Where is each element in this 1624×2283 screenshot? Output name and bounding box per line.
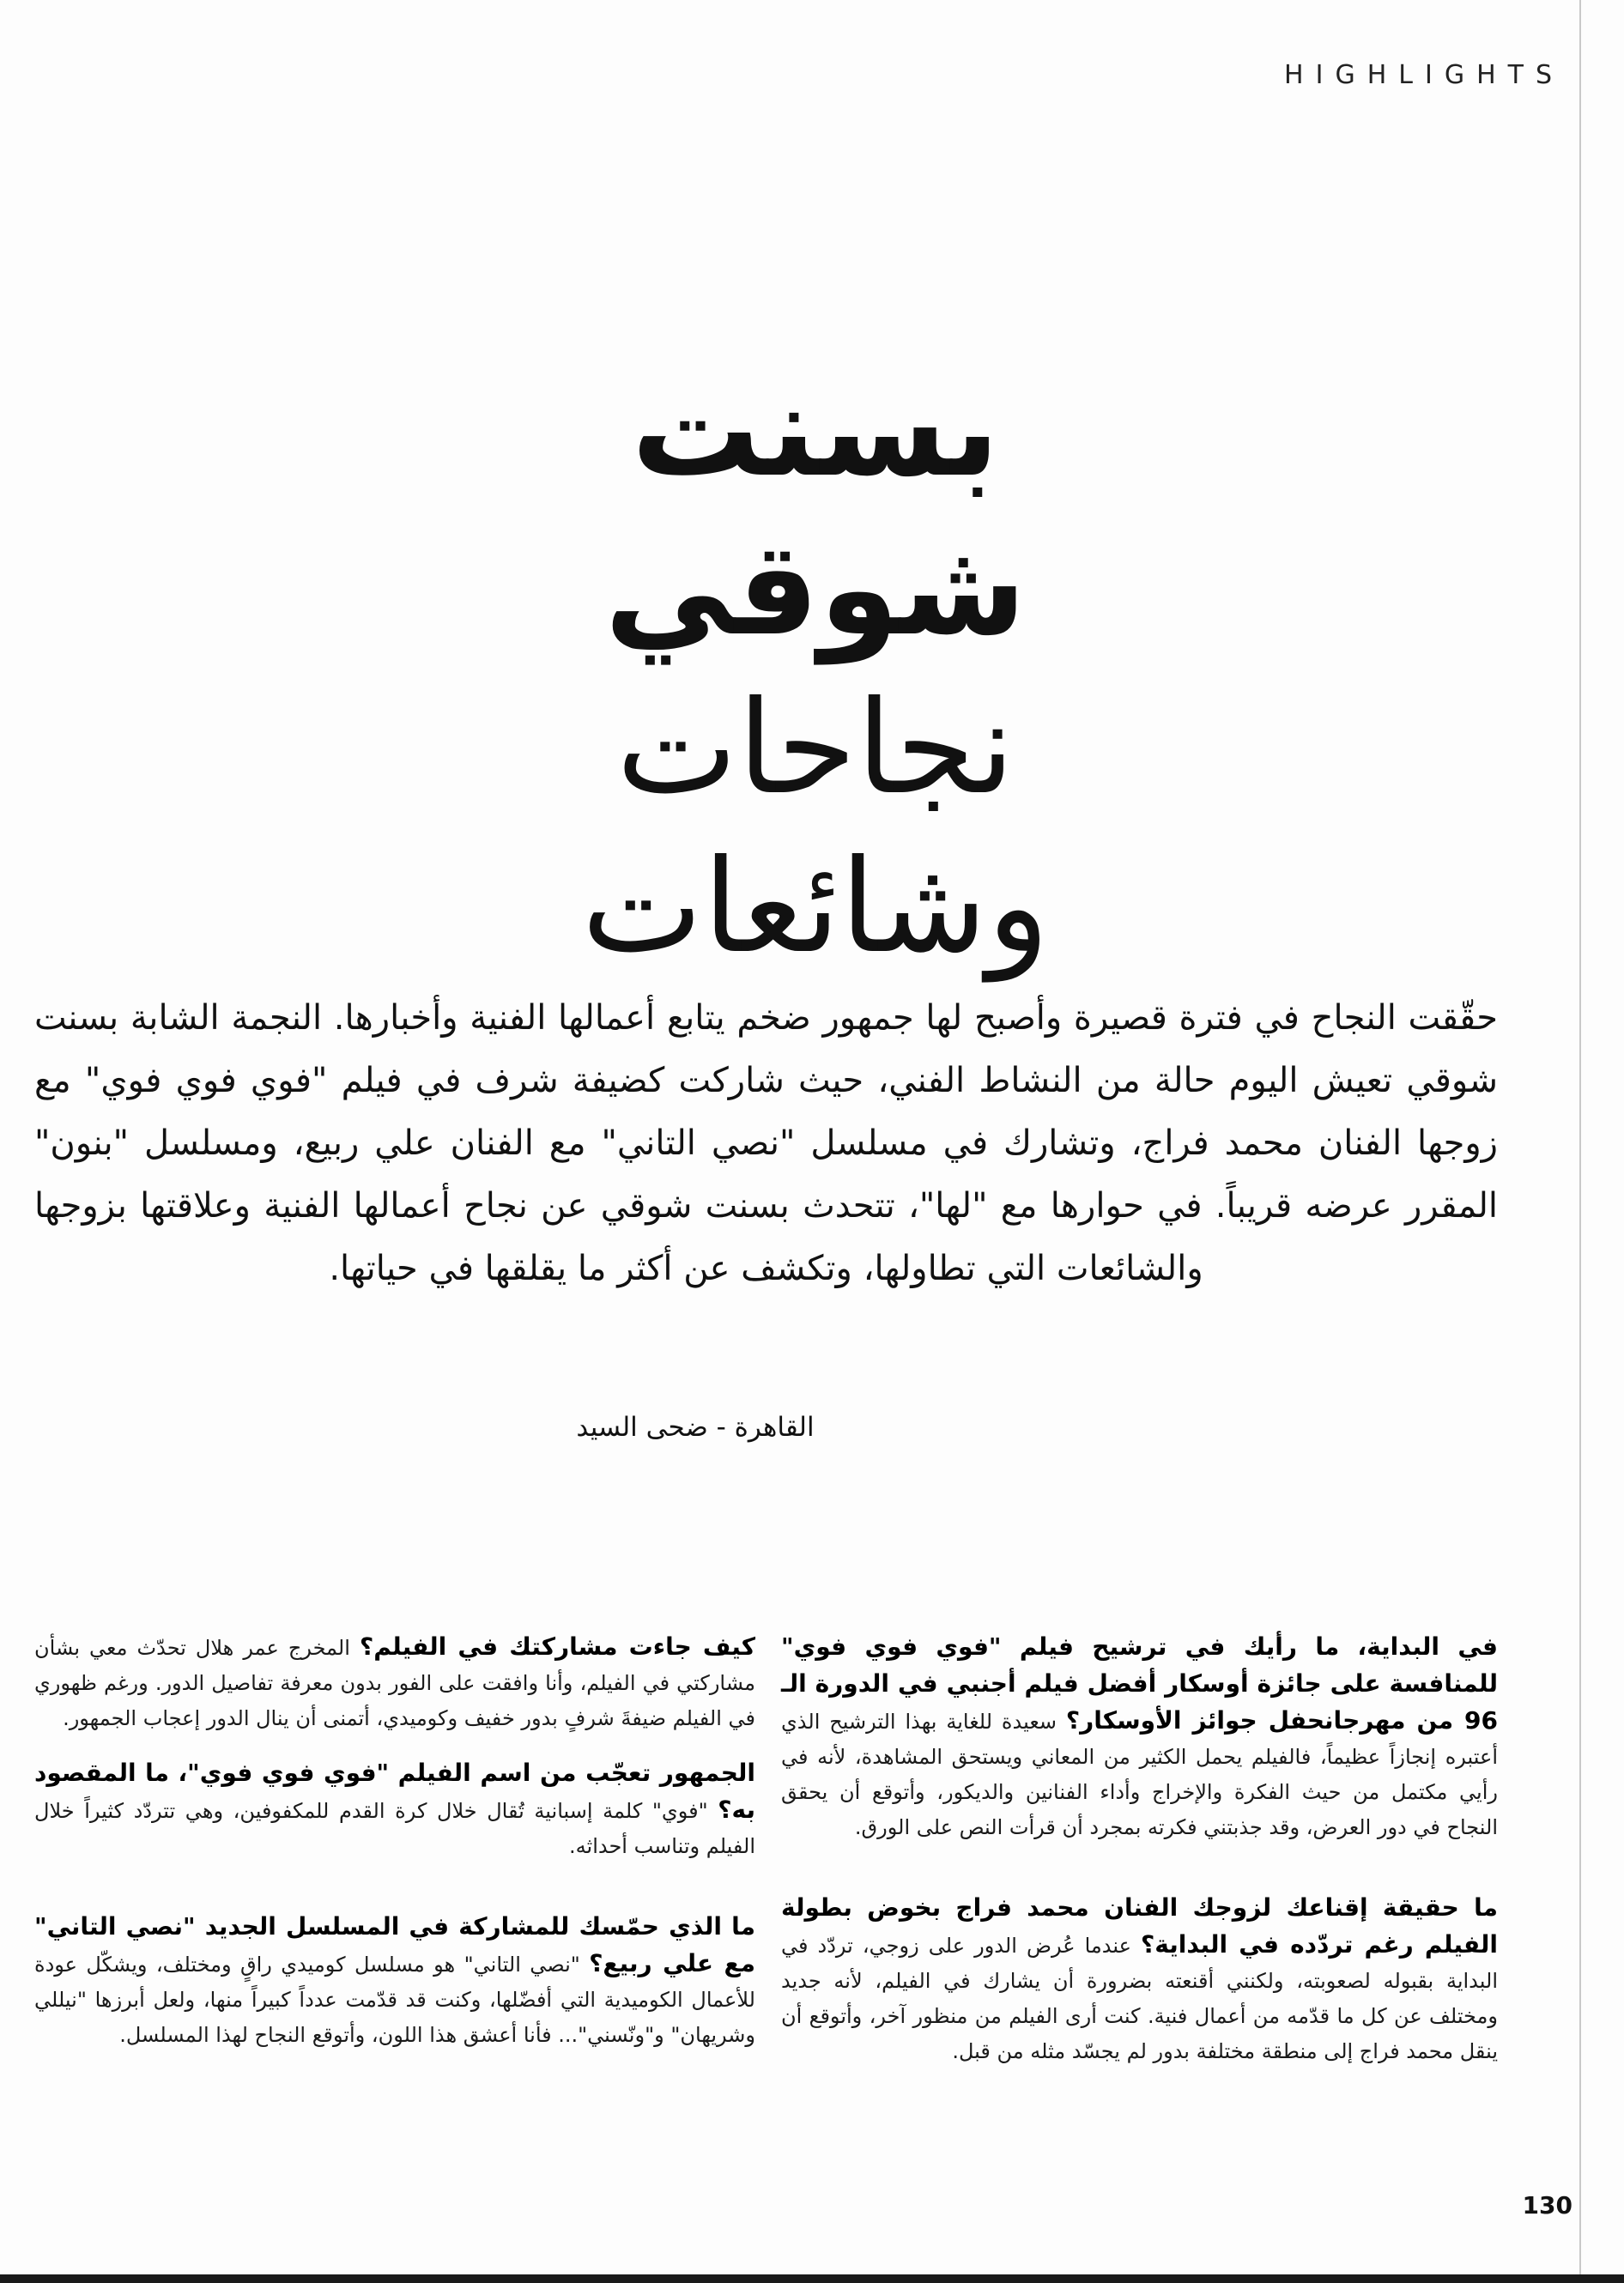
answer: عندما عُرض الدور على زوجي، تردّد في البداية بقبوله لصعوبته، ولكنني أقنعته بضرورة أن يشارك في الفيلم، لأنه جديد ومختلف عن كل ما قدّمه من أعمال فنية. كنت أرى الفيلم من منظور آخر، وأتوقع أن ينقل محمد فراج إلى منطقة مختلفة بدور لم يجسّد مثله من قبل. — [781, 1934, 1498, 2063]
question: ما الذي حمّسك للمشاركة في المسلسل الجديد "نصي التاني" مع علي ربيع؟ — [34, 1912, 755, 1977]
page-edge — [1579, 0, 1581, 2283]
question: كيف جاءت مشاركتك في الفيلم؟ — [359, 1632, 755, 1661]
section-label: HIGHLIGHTS — [1284, 60, 1564, 90]
headline-subtitle-2: وشائعات — [581, 833, 1050, 982]
headline — [446, 352, 1185, 987]
answer: سعيدة للغاية بهذا الترشيح الذي أعتبره إنجازاً عظيماً، فالفيلم يحمل الكثير من المعاني ويستحق المشاهدة، لأنه في رأيي مكتمل من حيث الفكرة والإخراج وأداء الفنانين والديكور، وأتوقع أن يحقق النجاح في دور العرض، وقد جذبتني فكرته بمجرد أن قرأت النص على الورق. — [781, 1710, 1498, 1839]
question: ما حقيقة إقناعك لزوجك الفنان محمد فراج بخوض بطولة الفيلم رغم تردّده في البداية؟ — [781, 1893, 1499, 1959]
qa-block — [34, 1909, 755, 2053]
qa-block — [34, 1629, 755, 1736]
question: في البداية، ما رأيك في ترشيح فيلم "فوي فوي فوي" للمنافسة على جائزة أوسكار أفضل فيلم أجنبي في الدورة الـ 96 من مهرجانحفل جوائز الأوسكار؟ — [781, 1632, 1498, 1735]
headline-name-first: بسنت — [631, 356, 1000, 506]
page-number: 130 — [1522, 2191, 1572, 2219]
bottom-edge — [0, 2274, 1624, 2283]
answer: المخرج عمر هلال تحدّث معي بشأن مشاركتي في الفيلم، وأنا وافقت على الفور بدون معرفة تفاصيل الدور. ورغم ظهوري في الفيلم ضيفةَ شرفٍ بدور خفيف وكوميدي، أتمنى أن ينال الدور إعجاب الجمهور. — [34, 1636, 755, 1730]
answer: "فوي" كلمة إسبانية تُقال خلال كرة القدم للمكفوفين، وهي تتردّد كثيراً خلال الفيلم وتناسب أحداثه. — [34, 1799, 755, 1858]
qa-block — [781, 1629, 1498, 1845]
headline-subtitle-1: نجاحات — [616, 674, 1015, 823]
interview-column-left — [34, 1629, 755, 2072]
answer: "نصي التاني" هو مسلسل كوميدي راقٍ ومختلف، ويشكّل عودة للأعمال الكوميدية التي أفضّلها، وكنت قد قدّمت عدداً كبيراً منها، ولعل أبرزها "نيللي وشريهان" و"ونّسني"... فأنا أعشق هذا اللون، وأتوقع النجاح لهذا المسلسل. — [34, 1953, 755, 2047]
byline: القاهرة - ضحى السيد — [576, 1412, 815, 1443]
interview-column-right — [781, 1629, 1498, 2088]
qa-block — [781, 1890, 1498, 2069]
lead-paragraph: حقّقت النجاح في فترة قصيرة وأصبح لها جمهور ضخم يتابع أعمالها الفنية وأخبارها. النجمة الشابة بسنت شوقي تعيش اليوم حالة من النشاط الفني، حيث شاركت كضيفة شرف في فيلم "فوي فوي فوي" مع زوجها الفنان محمد فراج، وتشارك في مسلسل "نصي التاني" مع الفنان علي ربيع، ومسلسل "بنون" المقرر عرضه قريباً. في حوارها مع "لها"، تتحدث بسنت شوقي عن نجاح أعمالها الفنية وعلاقتها بزوجها والشائعات التي تطاولها، وتكشف عن أكثر ما يقلقها في حياتها. — [34, 998, 1498, 1288]
qa-block — [34, 1755, 755, 1864]
headline-name-last: شوقي — [604, 515, 1027, 664]
question: الجمهور تعجّب من اسم الفيلم "فوي فوي فوي"، ما المقصود به؟ — [34, 1759, 755, 1824]
